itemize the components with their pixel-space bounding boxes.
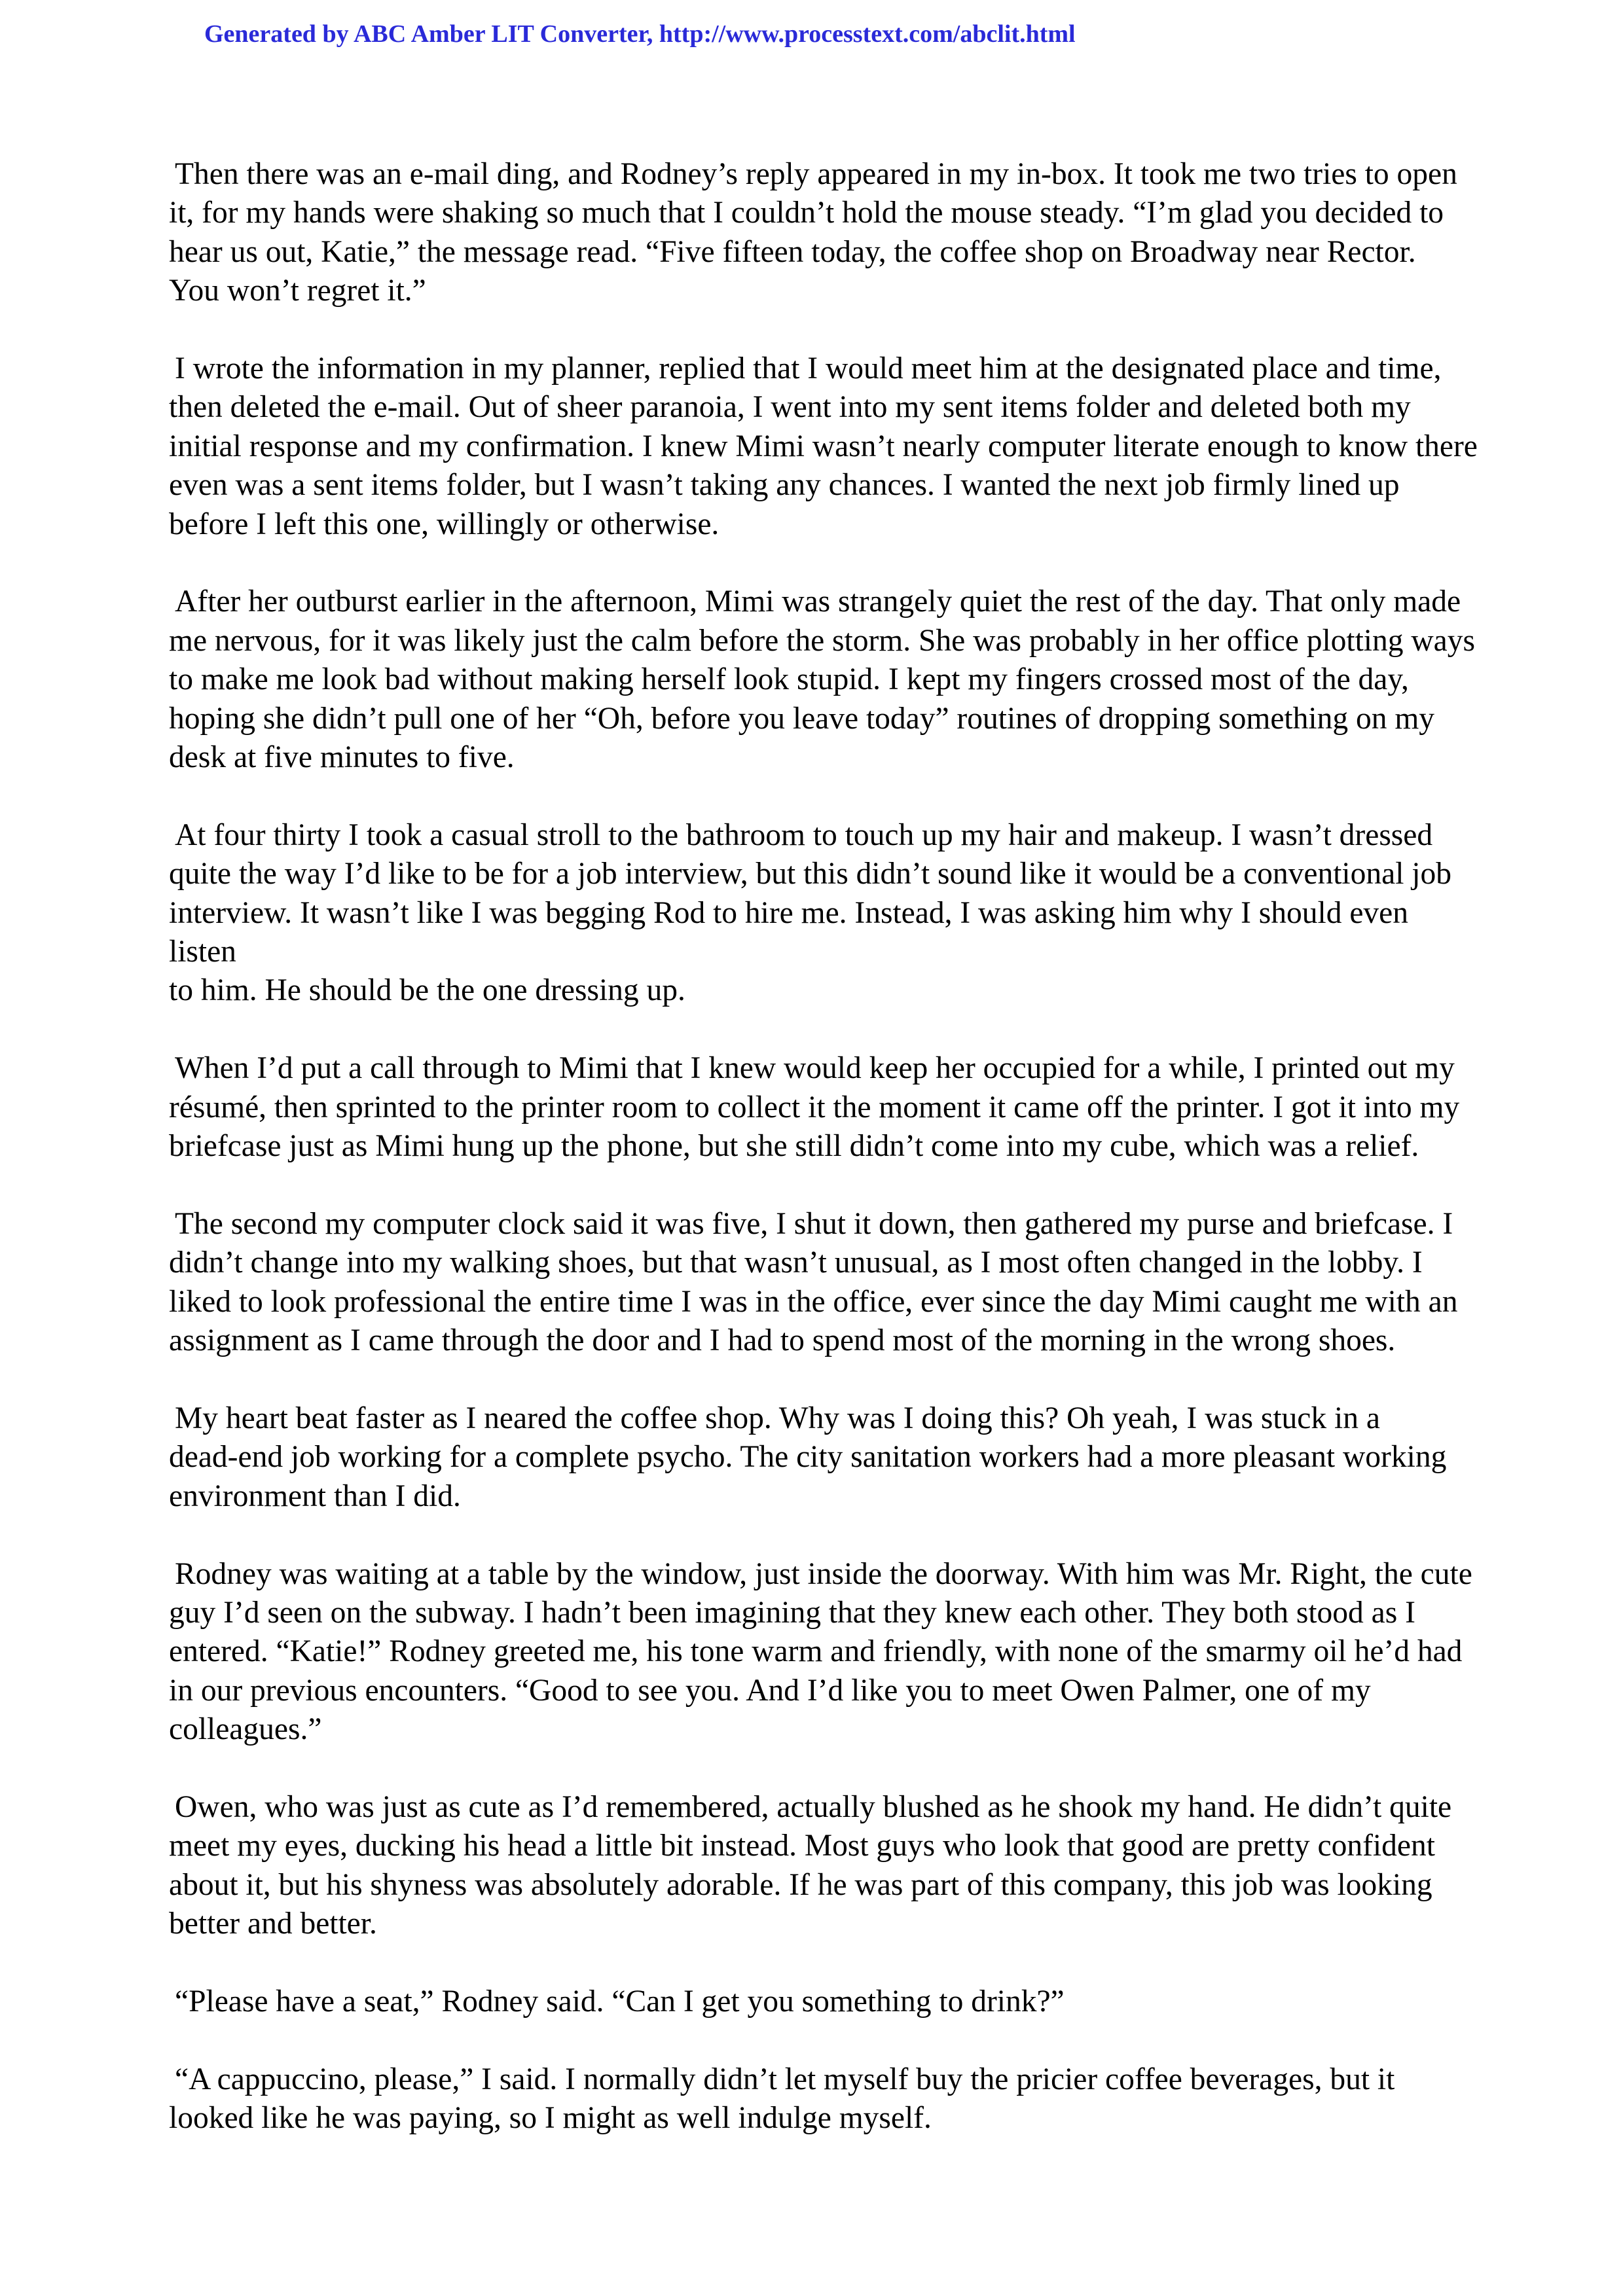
paragraph: At four thirty I took a casual stroll to the bathroom to touch up my hair and makeup. I wasn’t dressed quite the way I’d like to be for a job interview, but this didn’t sound like it would be a conventional job interview. It wasn’t like I was begging Rod to hire me. Instead, I was asking him why I should even listen to him. He should be the one dressing up. bbox=[169, 817, 1451, 1008]
page-body bbox=[169, 155, 1478, 2177]
paragraph: After her outburst earlier in the afternoon, Mimi was strangely quiet the rest of the day. That only made me nervous, for it was likely just the calm before the storm. She was probably in her office plotting ways to make me look bad without making herself look stupid. I kept my fingers crossed most of the day, hoping she didn’t pull one of her “Oh, before you leave today” routines of dropping something on my desk at five minutes to five. bbox=[169, 584, 1475, 775]
paragraph: I wrote the information in my planner, replied that I would meet him at the designated place and time, then deleted the e-mail. Out of sheer paranoia, I went into my sent items folder and deleted both my initial response and my confirmation. I knew Mimi wasn’t nearly computer literate enough to know there even was a sent items folder, but I wasn’t taking any chances. I wanted the next job firmly lined up before I left this one, willingly or otherwise. bbox=[169, 351, 1478, 541]
converter-header: Generated by ABC Amber LIT Converter, http://www.processtext.com/abclit.html bbox=[204, 20, 1076, 48]
paragraph: “Please have a seat,” Rodney said. “Can I get you something to drink?” bbox=[175, 1984, 1065, 2018]
paragraph: When I’d put a call through to Mimi that I knew would keep her occupied for a while, I printed out my résumé, then sprinted to the printer room to collect it the moment it came off the printer. I got it into my briefcase just as Mimi hung up the phone, but she still didn’t come into my cube, which was a relief. bbox=[169, 1051, 1460, 1164]
paragraph: Owen, who was just as cute as I’d remembered, actually blushed as he shook my hand. He didn’t quite meet my eyes, ducking his head a little bit instead. Most guys who look that good are pretty confident about it, but his shyness was absolutely adorable. If he was part of this company, this job was looking better and better. bbox=[169, 1789, 1452, 1941]
paragraph: “A cappuccino, please,” I said. I normally didn’t let myself buy the pricier coffee beverages, but it looked like he was paying, so I might as well indulge myself. bbox=[169, 2062, 1395, 2136]
paragraph: Rodney was waiting at a table by the window, just inside the doorway. With him was Mr. Right, the cute guy I’d seen on the subway. I hadn’t been imagining that they knew each other. They both stood as I entered. “Katie!” Rodney greeted me, his tone warm and friendly, with none of the smarmy oil he’d had in our previous encounters. “Good to see you. And I’d like you to meet Owen Palmer, one of my colleagues.” bbox=[169, 1556, 1472, 1747]
paragraph: My heart beat faster as I neared the coffee shop. Why was I doing this? Oh yeah, I was stuck in a dead-end job working for a complete psycho. The city sanitation workers had a more pleasant working environment than I did. bbox=[169, 1401, 1447, 1513]
paragraph: Then there was an e-mail ding, and Rodney’s reply appeared in my in-box. It took me two tries to open it, for my hands were shaking so much that I couldn’t hold the mouse steady. “I’m glad you decided to hear us out, Katie,” the message read. “Five fifteen today, the coffee shop on Broadway near Rector. You won’t regret it.” bbox=[169, 157, 1457, 308]
paragraph: The second my computer clock said it was five, I shut it down, then gathered my purse and briefcase. I didn’t change into my walking shoes, but that wasn’t unusual, as I most often changed in the lobby. I liked to look professional the entire time I was in the office, ever since the day Mimi caught me with an assignment as I came through the door and I had to spend most of the morning in the wrong shoes. bbox=[169, 1206, 1458, 1358]
